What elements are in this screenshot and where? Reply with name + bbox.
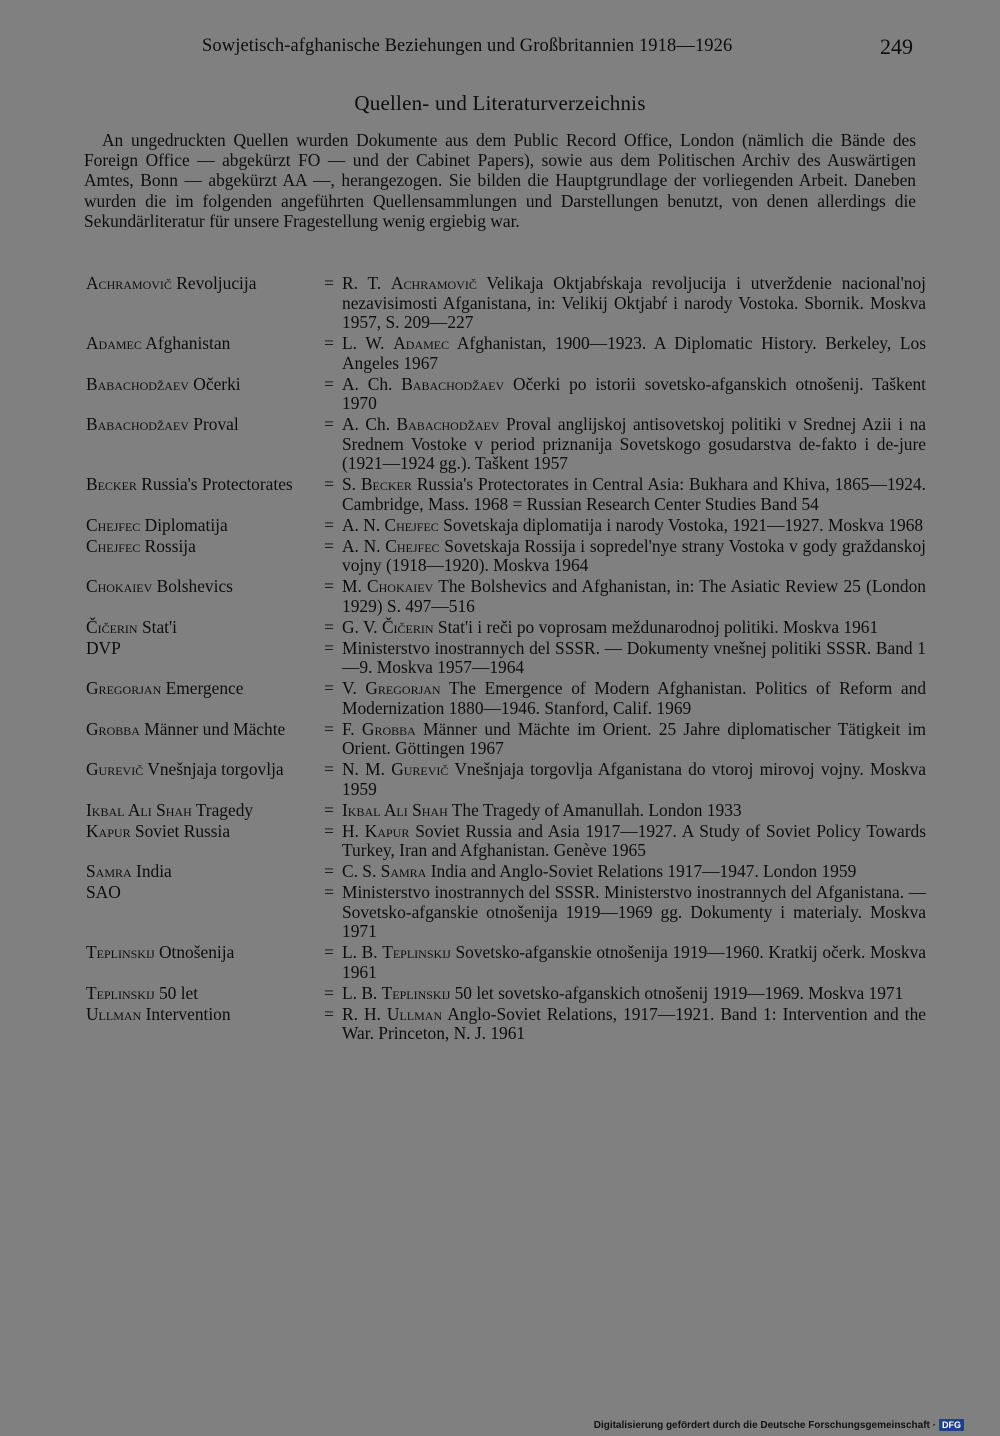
- equals-sign: =: [324, 333, 334, 353]
- citation-details: Ministerstvo inostrannych del SSSR. — Dokumenty vnešnej politiki SSSR. Band 1—9. Moskva 1957—1964: [342, 637, 926, 677]
- equals-sign: =: [324, 273, 334, 293]
- citation-details: Ministerstvo inostrannych del SSSR. Ministerstvo inostrannych del Afganistana. — Sovetsko-afganskie otnošenija 1919—1969 gg. Dokumenty i materialy. Moskva 1971: [342, 882, 926, 941]
- citation-details: Velikaja Oktjabŕskaja revoljucija i utverždenie nacional'noj nezavisimosti Afganistana, in: Velikij Oktjabŕ i narody Vostoka. Sbornik. Moskva 1957, S. 209—227: [342, 273, 926, 332]
- footer-text: Digitalisierung gefördert durch die Deutsche Forschungsgemeinschaft ·: [593, 1419, 936, 1431]
- entry-abbreviation: [86, 801, 316, 821]
- citation-initials: A. N.: [342, 535, 386, 556]
- entry-abbreviation: [86, 618, 316, 638]
- citation-details: India and Anglo-Soviet Relations 1917—1947. London 1959: [426, 861, 857, 881]
- bibliography-entry: [86, 537, 926, 576]
- abbreviation-title: Otnošenija: [154, 942, 235, 962]
- bibliography-entry: [86, 639, 926, 678]
- citation-initials: H.: [342, 820, 365, 841]
- bibliography-entry: [86, 618, 926, 638]
- citation-details: Očerki po istorii sovetsko-afganskich otnošenij. Taškent 1970: [342, 373, 926, 413]
- entry-abbreviation: [86, 415, 316, 474]
- citation-initials: C. S.: [342, 861, 381, 881]
- bibliography-entry: [86, 274, 926, 333]
- citation-author: Gregorjan: [365, 678, 441, 698]
- abbreviation-title: Stat'i: [137, 616, 177, 637]
- equals-sign: =: [324, 1003, 334, 1024]
- abbreviation-author: Chokaiev: [86, 576, 153, 596]
- equals-sign: =: [324, 535, 334, 556]
- citation-author: Becker: [360, 474, 412, 494]
- abbreviation-author: Grobba: [86, 718, 140, 739]
- citation-initials: L. W.: [342, 333, 394, 353]
- citation-author: Chokaiev: [367, 576, 434, 596]
- bibliography-entry: [86, 1005, 926, 1044]
- citation-initials: L. B.: [342, 942, 383, 962]
- equals-sign: =: [324, 982, 334, 1003]
- equals-sign: =: [324, 637, 334, 658]
- citation-author: Kapur: [364, 820, 410, 841]
- entry-abbreviation: [86, 862, 316, 882]
- citation-initials: N. M.: [342, 759, 392, 779]
- abbreviation-title: 50 let: [154, 982, 199, 1003]
- citation-author: Čičerin: [381, 616, 434, 637]
- bibliography-list: [86, 274, 926, 1045]
- bibliography-entry: [86, 720, 926, 759]
- citation-initials: M.: [342, 576, 368, 596]
- entry-citation: [342, 415, 926, 474]
- entry-abbreviation: [86, 1005, 316, 1044]
- equals-sign: =: [324, 861, 334, 881]
- bibliography-entry: [86, 760, 926, 799]
- citation-initials: F.: [342, 718, 362, 739]
- entry-abbreviation: [86, 375, 316, 414]
- equals-sign: =: [324, 820, 334, 841]
- citation-initials: S.: [342, 474, 361, 494]
- entry-citation: [342, 618, 926, 638]
- entry-citation: [342, 577, 926, 616]
- abbreviation-title: Diplomatija: [140, 514, 228, 535]
- citation-details: 50 let sovetsko-afganskich otnošenij 1919—1969. Moskva 1971: [450, 982, 904, 1003]
- abbreviation-title: Afghanistan: [141, 333, 231, 353]
- entry-citation: [342, 516, 926, 536]
- abbreviation-author: Chejfec: [86, 514, 141, 535]
- entry-citation: [342, 943, 926, 982]
- bibliography-entry: [86, 516, 926, 536]
- entry-citation: [342, 375, 926, 414]
- abbreviation-author: Čičerin: [86, 616, 138, 637]
- entry-citation: [342, 334, 926, 373]
- abbreviation-author: Gurevič: [86, 759, 144, 779]
- funding-footer: [594, 1419, 964, 1431]
- bibliography-entry: [86, 883, 926, 942]
- entry-citation: [342, 537, 926, 576]
- abbreviation-title: DVP: [86, 637, 121, 658]
- abbreviation-author: Ullman: [86, 1003, 142, 1024]
- citation-details: Anglo-Soviet Relations, 1917—1921. Band 1: Intervention and the War. Princeton, N. J. 1961: [342, 1003, 926, 1043]
- equals-sign: =: [324, 414, 334, 434]
- entry-abbreviation: [86, 822, 316, 861]
- citation-author: Achramovič: [390, 273, 477, 293]
- entry-abbreviation: [86, 984, 316, 1004]
- entry-citation: [342, 883, 926, 942]
- equals-sign: =: [324, 942, 334, 962]
- bibliography-entry: [86, 679, 926, 718]
- abbreviation-title: Soviet Russia: [130, 820, 231, 841]
- citation-author: Chejfec: [384, 514, 439, 535]
- abbreviation-title: Revoljucija: [171, 273, 257, 293]
- citation-author: Ikbal Ali Shah: [342, 799, 448, 820]
- entry-abbreviation: [86, 760, 316, 799]
- bibliography-entry: [86, 862, 926, 882]
- entry-abbreviation: [86, 475, 316, 514]
- intro-paragraph: An ungedruckten Quellen wurden Dokumente aus dem Public Record Office, London (nämlich die Bände des Foreign Office — abgekürzt FO — und der Cabinet Papers), sowie aus dem Politischen Archiv des Auswärtigen Amtes, Bonn — abgekürzt AA —, herangezogen. Sie bilden die Hauptgrundlage der vorliegenden Arbeit. Daneben wurden die im folgenden angeführten Quellensammlungen und Darstellungen benutzt, von denen allerdings die Sekundärliteratur für unsere Fragestellung wenig ergiebig war.: [84, 130, 916, 231]
- citation-author: Samra: [380, 861, 427, 881]
- entry-abbreviation: [86, 274, 316, 333]
- abbreviation-author: Becker: [86, 474, 137, 494]
- abbreviation-title: Vnešnjaja torgovlja: [143, 759, 284, 779]
- abbreviation-title: Rossija: [140, 535, 196, 556]
- abbreviation-title: SAO: [86, 882, 121, 902]
- citation-initials: R. T.: [342, 273, 391, 293]
- equals-sign: =: [324, 616, 334, 637]
- citation-details: The Tragedy of Amanullah. London 1933: [447, 799, 742, 820]
- citation-details: Russia's Protectorates in Central Asia: Bukhara and Khiva, 1865—1924. Cambridge, Mass. 1968 = Russian Research Center Studies Band 54: [342, 474, 926, 514]
- citation-author: Babachodžaev: [401, 373, 505, 394]
- citation-author: Grobba: [361, 718, 416, 739]
- abbreviation-author: Babachodžaev: [86, 414, 189, 434]
- abbreviation-author: Chejfec: [86, 535, 141, 556]
- entry-citation: [342, 862, 926, 882]
- bibliography-entry: [86, 984, 926, 1004]
- citation-initials: A. Ch.: [342, 414, 397, 434]
- abbreviation-author: Kapur: [86, 820, 131, 841]
- citation-details: Stat'i i reči po voprosam meždunarodnoj politiki. Moskva 1961: [433, 616, 879, 637]
- abbreviation-author: Ikbal Ali Shah: [86, 799, 192, 820]
- citation-initials: L. B.: [342, 982, 382, 1003]
- abbreviation-title: Intervention: [141, 1003, 231, 1024]
- abbreviation-author: Teplinskij: [86, 982, 155, 1003]
- bibliography-entry: [86, 801, 926, 821]
- abbreviation-title: Tragedy: [191, 799, 254, 820]
- entry-abbreviation: [86, 537, 316, 576]
- abbreviation-author: Achramovič: [86, 273, 172, 293]
- equals-sign: =: [324, 882, 334, 902]
- citation-details: Vnešnjaja torgovlja Afganistana do vtoroj mirovoj vojny. Moskva 1959: [342, 759, 926, 799]
- bibliography-entry: [86, 943, 926, 982]
- citation-details: Soviet Russia and Asia 1917—1927. A Study of Soviet Policy Towards Turkey, Iran and Afghanistan. Genève 1965: [342, 820, 926, 860]
- citation-initials: R. H.: [342, 1003, 387, 1024]
- abbreviation-title: Bolshevics: [152, 576, 233, 596]
- page-number: 249: [880, 34, 913, 59]
- abbreviation-title: Emergence: [161, 678, 244, 698]
- equals-sign: =: [324, 799, 334, 820]
- abbreviation-author: Teplinskij: [86, 942, 155, 962]
- citation-author: Chejfec: [385, 535, 440, 556]
- equals-sign: =: [324, 759, 334, 779]
- citation-details: Sovetskaja Rossija i sopredel'nye strany Vostoka v gody graždanskoj vojny (1918—1920). Moskva 1964: [342, 535, 926, 575]
- entry-citation: [342, 720, 926, 759]
- abbreviation-title: Russia's Protectorates: [136, 474, 293, 494]
- equals-sign: =: [324, 678, 334, 698]
- entry-citation: [342, 760, 926, 799]
- entry-citation: [342, 1005, 926, 1044]
- entry-abbreviation: [86, 883, 316, 942]
- abbreviation-title: Männer und Mächte: [139, 718, 286, 739]
- citation-initials: G. V.: [342, 616, 382, 637]
- citation-details: The Emergence of Modern Afghanistan. Politics of Reform and Modernization 1880—1946. Stanford, Calif. 1969: [342, 678, 927, 718]
- citation-initials: A. Ch.: [342, 373, 402, 394]
- equals-sign: =: [324, 718, 334, 739]
- entry-abbreviation: [86, 577, 316, 616]
- citation-details: Proval anglijskoj antisovetskoj politiki v Srednej Azii i na Srednem Vostoke v period priznanija Sovetskogo gosudarstva de-fakto i de-jure (1921—1924 gg.). Taškent 1957: [342, 414, 926, 473]
- abbreviation-author: Samra: [86, 861, 132, 881]
- citation-author: Babachodžaev: [396, 414, 500, 434]
- bibliography-entry: [86, 375, 926, 414]
- equals-sign: =: [324, 576, 334, 596]
- bibliography-entry: [86, 577, 926, 616]
- entry-abbreviation: [86, 720, 316, 759]
- entry-abbreviation: [86, 516, 316, 536]
- entry-citation: [342, 639, 926, 678]
- citation-details: Afghanistan, 1900—1923. A Diplomatic History. Berkeley, Los Angeles 1967: [342, 333, 926, 373]
- abbreviation-author: Adamec: [86, 333, 142, 353]
- entry-citation: [342, 475, 926, 514]
- bibliography-entry: [86, 475, 926, 514]
- entry-citation: [342, 801, 926, 821]
- equals-sign: =: [324, 474, 334, 494]
- citation-author: Adamec: [393, 333, 450, 353]
- citation-author: Ullman: [386, 1003, 443, 1024]
- bibliography-entry: [86, 334, 926, 373]
- bibliography-entry: [86, 415, 926, 474]
- citation-author: Gurevič: [391, 759, 449, 779]
- entry-abbreviation: [86, 943, 316, 982]
- abbreviation-author: Gregorjan: [86, 678, 162, 698]
- bibliography-entry: [86, 822, 926, 861]
- entry-abbreviation: [86, 334, 316, 373]
- citation-details: Männer und Mächte im Orient. 25 Jahre diplomatischer Tätigkeit im Orient. Göttingen 1967: [342, 718, 926, 758]
- citation-initials: V.: [342, 678, 366, 698]
- entry-abbreviation: [86, 639, 316, 678]
- citation-details: The Bolshevics and Afghanistan, in: The Asiatic Review 25 (London 1929) S. 497—516: [342, 576, 926, 616]
- citation-author: Teplinskij: [381, 982, 451, 1003]
- abbreviation-author: Babachodžaev: [86, 373, 189, 394]
- abbreviation-title: Očerki: [188, 373, 241, 394]
- citation-details: Sovetskaja diplomatija i narody Vostoka, 1921—1927. Moskva 1968: [438, 514, 924, 535]
- citation-initials: A. N.: [342, 514, 385, 535]
- entry-citation: [342, 679, 926, 718]
- equals-sign: =: [324, 373, 334, 394]
- equals-sign: =: [324, 514, 334, 535]
- section-title: Quellen- und Literaturverzeichnis: [354, 91, 646, 115]
- running-head: Sowjetisch-afghanische Beziehungen und Großbritannien 1918—1926: [202, 36, 733, 56]
- entry-citation: [342, 822, 926, 861]
- entry-citation: [342, 274, 926, 333]
- citation-details: Sovetsko-afganskie otnošenija 1919—1960. Kratkij očerk. Moskva 1961: [342, 942, 926, 982]
- entry-citation: [342, 984, 926, 1004]
- entry-abbreviation: [86, 679, 316, 718]
- abbreviation-title: India: [131, 861, 172, 881]
- dfg-logo: DFG: [939, 1419, 964, 1431]
- abbreviation-title: Proval: [188, 414, 239, 434]
- citation-author: Teplinskij: [382, 942, 451, 962]
